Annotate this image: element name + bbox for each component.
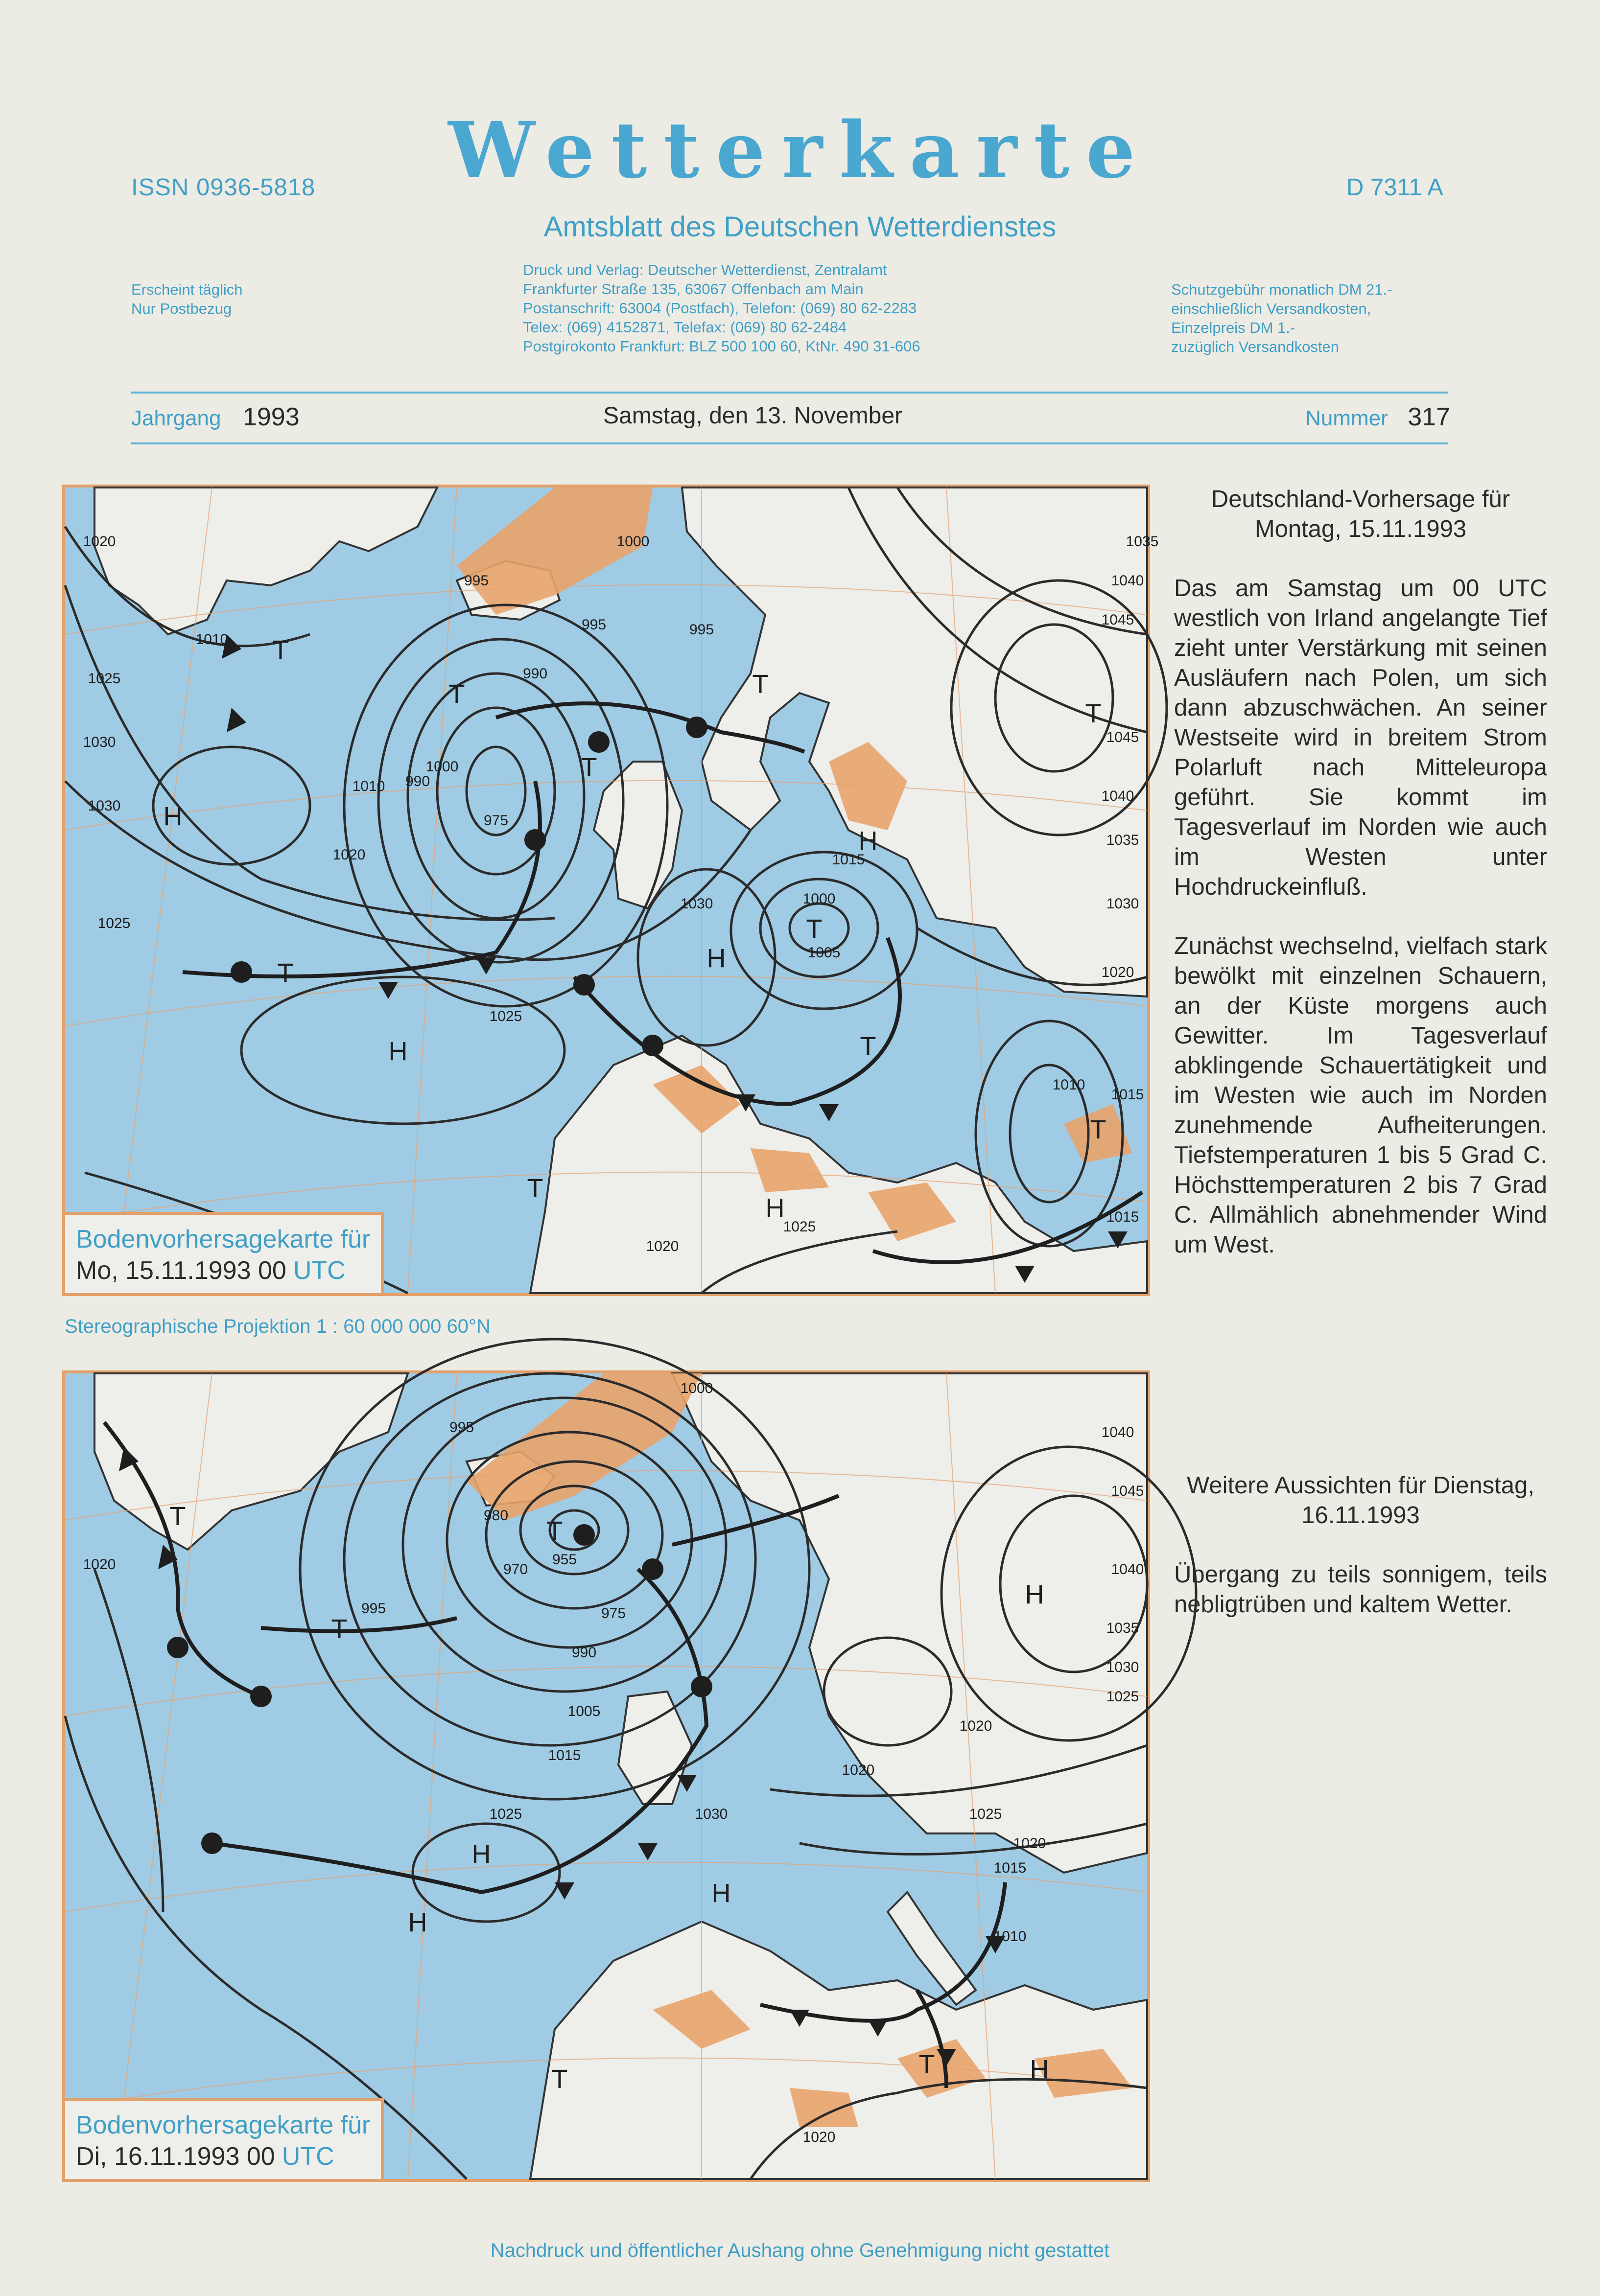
isobar-label: 1035 [1126, 533, 1159, 550]
forecast-heading: Deutschland-Vorhersage für Montag, 15.11.1993 [1211, 486, 1510, 542]
isobar-label: 1025 [489, 1008, 522, 1024]
weather-chart-2 [65, 1373, 1147, 2179]
land-greenland [94, 1373, 408, 1550]
isobar-label: 1035 [1106, 1620, 1139, 1636]
masthead-subtitle: Amtsblatt des Deutschen Wetterdienstes [543, 211, 1057, 243]
isobar-label: 1025 [88, 671, 121, 687]
info-line: Postgirokonto Frankfurt: BLZ 500 100 60, KtNr. 490 31-606 [523, 338, 920, 355]
low-pressure-label: T [546, 1516, 563, 1546]
info-line: Nur Postbezug [131, 300, 232, 317]
high-pressure-label: H [388, 1037, 408, 1066]
low-pressure-label: T [752, 670, 769, 699]
isobar-label: 1015 [1106, 1209, 1139, 1225]
isobar-label: 975 [483, 812, 509, 829]
isobar-label: 995 [689, 622, 714, 638]
high-pressure-label: H [163, 802, 183, 831]
info-line: Schutzgebühr monatlich DM 21.- [1171, 281, 1392, 298]
high-pressure-label: H [1030, 2055, 1049, 2084]
caption-title: Bodenvorhersagekarte für [76, 1225, 371, 1253]
isobar-label: 1045 [1106, 729, 1139, 745]
land-britain [594, 762, 682, 908]
isobar-label: 1020 [646, 1238, 679, 1254]
isobar-label: 1040 [1101, 1424, 1134, 1440]
info-line: Telex: (069) 4152871, Telefax: (069) 80 62-2484 [523, 319, 847, 336]
isobar-label: 1010 [993, 1928, 1027, 1945]
isobar-label: 1035 [1106, 832, 1139, 848]
low-pressure-label: T [448, 679, 465, 709]
isobar-label: 1025 [783, 1219, 816, 1235]
issn: ISSN 0936-5818 [131, 174, 316, 201]
land-britain [618, 1692, 692, 1804]
isobar-label: 975 [601, 1605, 626, 1622]
weather-chart-1 [65, 487, 1159, 1293]
isobar-label: 1015 [832, 852, 865, 868]
isobar-label: 1020 [1101, 964, 1134, 980]
reprint-notice: Nachdruck und öffentlicher Aushang ohne Genehmigung nicht gestattet [490, 2240, 1110, 2261]
caption-datetime: Di, 16.11.1993 00 [76, 2142, 275, 2171]
high-pressure-label: H [471, 1839, 491, 1869]
caption-date [76, 1255, 370, 1286]
forecast-column [1174, 485, 1547, 1260]
isobar-label: 1000 [680, 1380, 713, 1396]
info-line: einschließlich Versandkosten, [1171, 300, 1371, 317]
caption-datetime: Mo, 15.11.1993 00 [76, 1256, 286, 1285]
number-label: Nummer [1305, 406, 1388, 430]
isobar-label: 1045 [1111, 1483, 1144, 1499]
isobar-label: 1010 [352, 778, 385, 794]
forecast-paragraph-1: Das am Samstag um 00 UTC westlich von Irland angelangte Tief zieht unter Verstärkung mit seinen Ausläufern nach Polen, um sich dann abzuschwächen. An seiner Westseite wird in breitem Strom Polarluft nach Mitteleuropa geführt. Sie kommt im Tagesverlauf im Norden wie auch im Westen unter Hochdruckeinfluß. [1174, 575, 1547, 900]
land-europe-south [530, 1036, 1147, 1293]
isobar-label: 955 [552, 1552, 577, 1568]
isobar-label: 1030 [695, 1806, 728, 1822]
low-pressure-label: T [806, 914, 823, 944]
isobar-label: 1000 [425, 759, 459, 775]
low-pressure-label: T [918, 2050, 935, 2079]
isobar-label: 995 [361, 1600, 386, 1617]
land-europe-south [530, 1922, 1147, 2179]
postal-code: D 7311 A [1346, 174, 1443, 201]
isobar-label: 1030 [1106, 1659, 1139, 1675]
isobar-label: 1020 [332, 847, 366, 863]
isobar-label: 1030 [83, 734, 116, 750]
isobar-label: 1025 [489, 1806, 522, 1822]
isobar-label: 1040 [1111, 1561, 1144, 1577]
isobar-label: 1000 [616, 533, 650, 550]
isobar-label: 1025 [969, 1806, 1002, 1822]
isobar-label: 995 [449, 1419, 474, 1436]
land-scandinavia [682, 487, 1147, 997]
high-pressure-label: H [408, 1908, 427, 1937]
isobar-label: 1020 [83, 1556, 116, 1573]
isobar-label: 1020 [842, 1762, 875, 1778]
info-line: Postanschrift: 63004 (Postfach), Telefon: (069) 80 62-2283 [523, 300, 917, 317]
isobar-label: 1015 [548, 1747, 581, 1763]
isobar-label: 1020 [83, 533, 116, 550]
isobar-label: 980 [483, 1507, 509, 1524]
low-pressure-label: T [169, 1502, 186, 1531]
publication-info [131, 280, 242, 318]
info-line: Erscheint täglich [131, 281, 243, 298]
isobar-label: 995 [464, 573, 489, 589]
year-label: Jahrgang [131, 406, 221, 430]
outlook-heading: Weitere Aussichten für Dienstag, 16.11.1993 [1187, 1472, 1534, 1529]
isobar-label: 970 [503, 1561, 528, 1577]
low-pressure-label: T [860, 1032, 876, 1061]
publisher-info [523, 260, 920, 356]
outlook-column [1174, 1471, 1547, 1620]
low-pressure-label: T [277, 958, 294, 988]
issue-date: Samstag, den 13. November [603, 403, 902, 429]
price-info [1171, 280, 1392, 356]
caption-title: Bodenvorhersagekarte für [76, 2111, 371, 2139]
low-pressure-label: T [1085, 699, 1102, 728]
isobar-label: 990 [522, 666, 548, 682]
info-line: Frankfurter Straße 135, 63067 Offenbach am Main [523, 280, 864, 298]
issue-number [1305, 402, 1450, 432]
isobar-label: 1030 [1106, 896, 1139, 912]
caption-utc: UTC [282, 2142, 334, 2171]
issue-year [131, 402, 300, 432]
high-pressure-label: H [711, 1879, 731, 1908]
caption-utc: UTC [293, 1256, 346, 1285]
map-caption-monday [65, 1212, 384, 1293]
low-pressure-label: T [272, 635, 289, 665]
isobar-label: 1010 [195, 631, 229, 648]
isobar-label: 1010 [1052, 1077, 1085, 1093]
isobar-label: 1025 [97, 915, 131, 931]
low-pressure-label: T [527, 1174, 543, 1203]
info-line: zuzüglich Versandkosten [1171, 338, 1339, 355]
isobar-label: 1030 [680, 896, 713, 912]
isobar-label: 1000 [802, 891, 836, 907]
isobar-label: 990 [571, 1645, 597, 1661]
isobar-label: 995 [581, 617, 607, 633]
isobar-label: 1045 [1101, 612, 1134, 628]
isobar-label: 1015 [1111, 1087, 1144, 1103]
high-pressure-label: H [858, 826, 878, 856]
low-pressure-label: T [1090, 1115, 1106, 1144]
projection-note: Stereographische Projektion 1 : 60 000 000 60°N [65, 1316, 491, 1337]
isobar-label: 1040 [1101, 788, 1134, 804]
isobar-label: 1005 [567, 1703, 601, 1719]
caption-date [76, 2141, 370, 2172]
high-pressure-label: H [1025, 1580, 1044, 1609]
map-caption-tuesday [65, 2098, 384, 2179]
isobar-label: 1020 [1013, 1835, 1046, 1852]
low-pressure-label: T [551, 2064, 568, 2094]
isobar-label: 1005 [807, 945, 841, 961]
isobar-label: 990 [405, 773, 430, 789]
isobar-label: 1025 [1106, 1689, 1139, 1705]
info-line: Druck und Verlag: Deutscher Wetterdienst, Zentralamt [523, 261, 887, 278]
info-line: Einzelpreis DM 1.- [1171, 319, 1295, 336]
high-pressure-label: H [706, 944, 726, 973]
isobar-label: 1015 [993, 1860, 1027, 1876]
masthead-title: Wetterkarte [448, 105, 1152, 196]
forecast-paragraph-2: Zunächst wechselnd, vielfach stark bewölkt mit einzelnen Schauern, an der Küste morgens auch Gewitter. Im Tagesverlauf abklingende Schauertätigkeit und im Westen wie auch im Norden zunehmende Aufheiterungen. Tiefstemperaturen 1 bis 5 Grad C. Höchsttemperaturen 2 bis 7 Grad C. Allmählich abnehmender Wind um West. [1174, 933, 1547, 1258]
isobar-label: 1030 [88, 798, 121, 814]
land-greenland [94, 487, 437, 634]
low-pressure-label: T [331, 1614, 348, 1644]
low-pressure-label: T [581, 753, 597, 782]
outlook-text: Übergang zu teils sonnigem, teils nebligtrüben und kaltem Wetter. [1174, 1561, 1547, 1618]
high-pressure-label: H [765, 1193, 785, 1223]
isobar-label: 1040 [1111, 573, 1144, 589]
forecast-map-tuesday [62, 1370, 1150, 2182]
number-value: 317 [1408, 403, 1450, 431]
year-value: 1993 [242, 403, 300, 431]
forecast-map-monday [62, 485, 1159, 1296]
divider-top [131, 392, 1448, 394]
isobar-label: 1020 [959, 1718, 992, 1734]
divider-bottom [131, 442, 1448, 444]
isobar-label: 1020 [802, 2129, 836, 2145]
